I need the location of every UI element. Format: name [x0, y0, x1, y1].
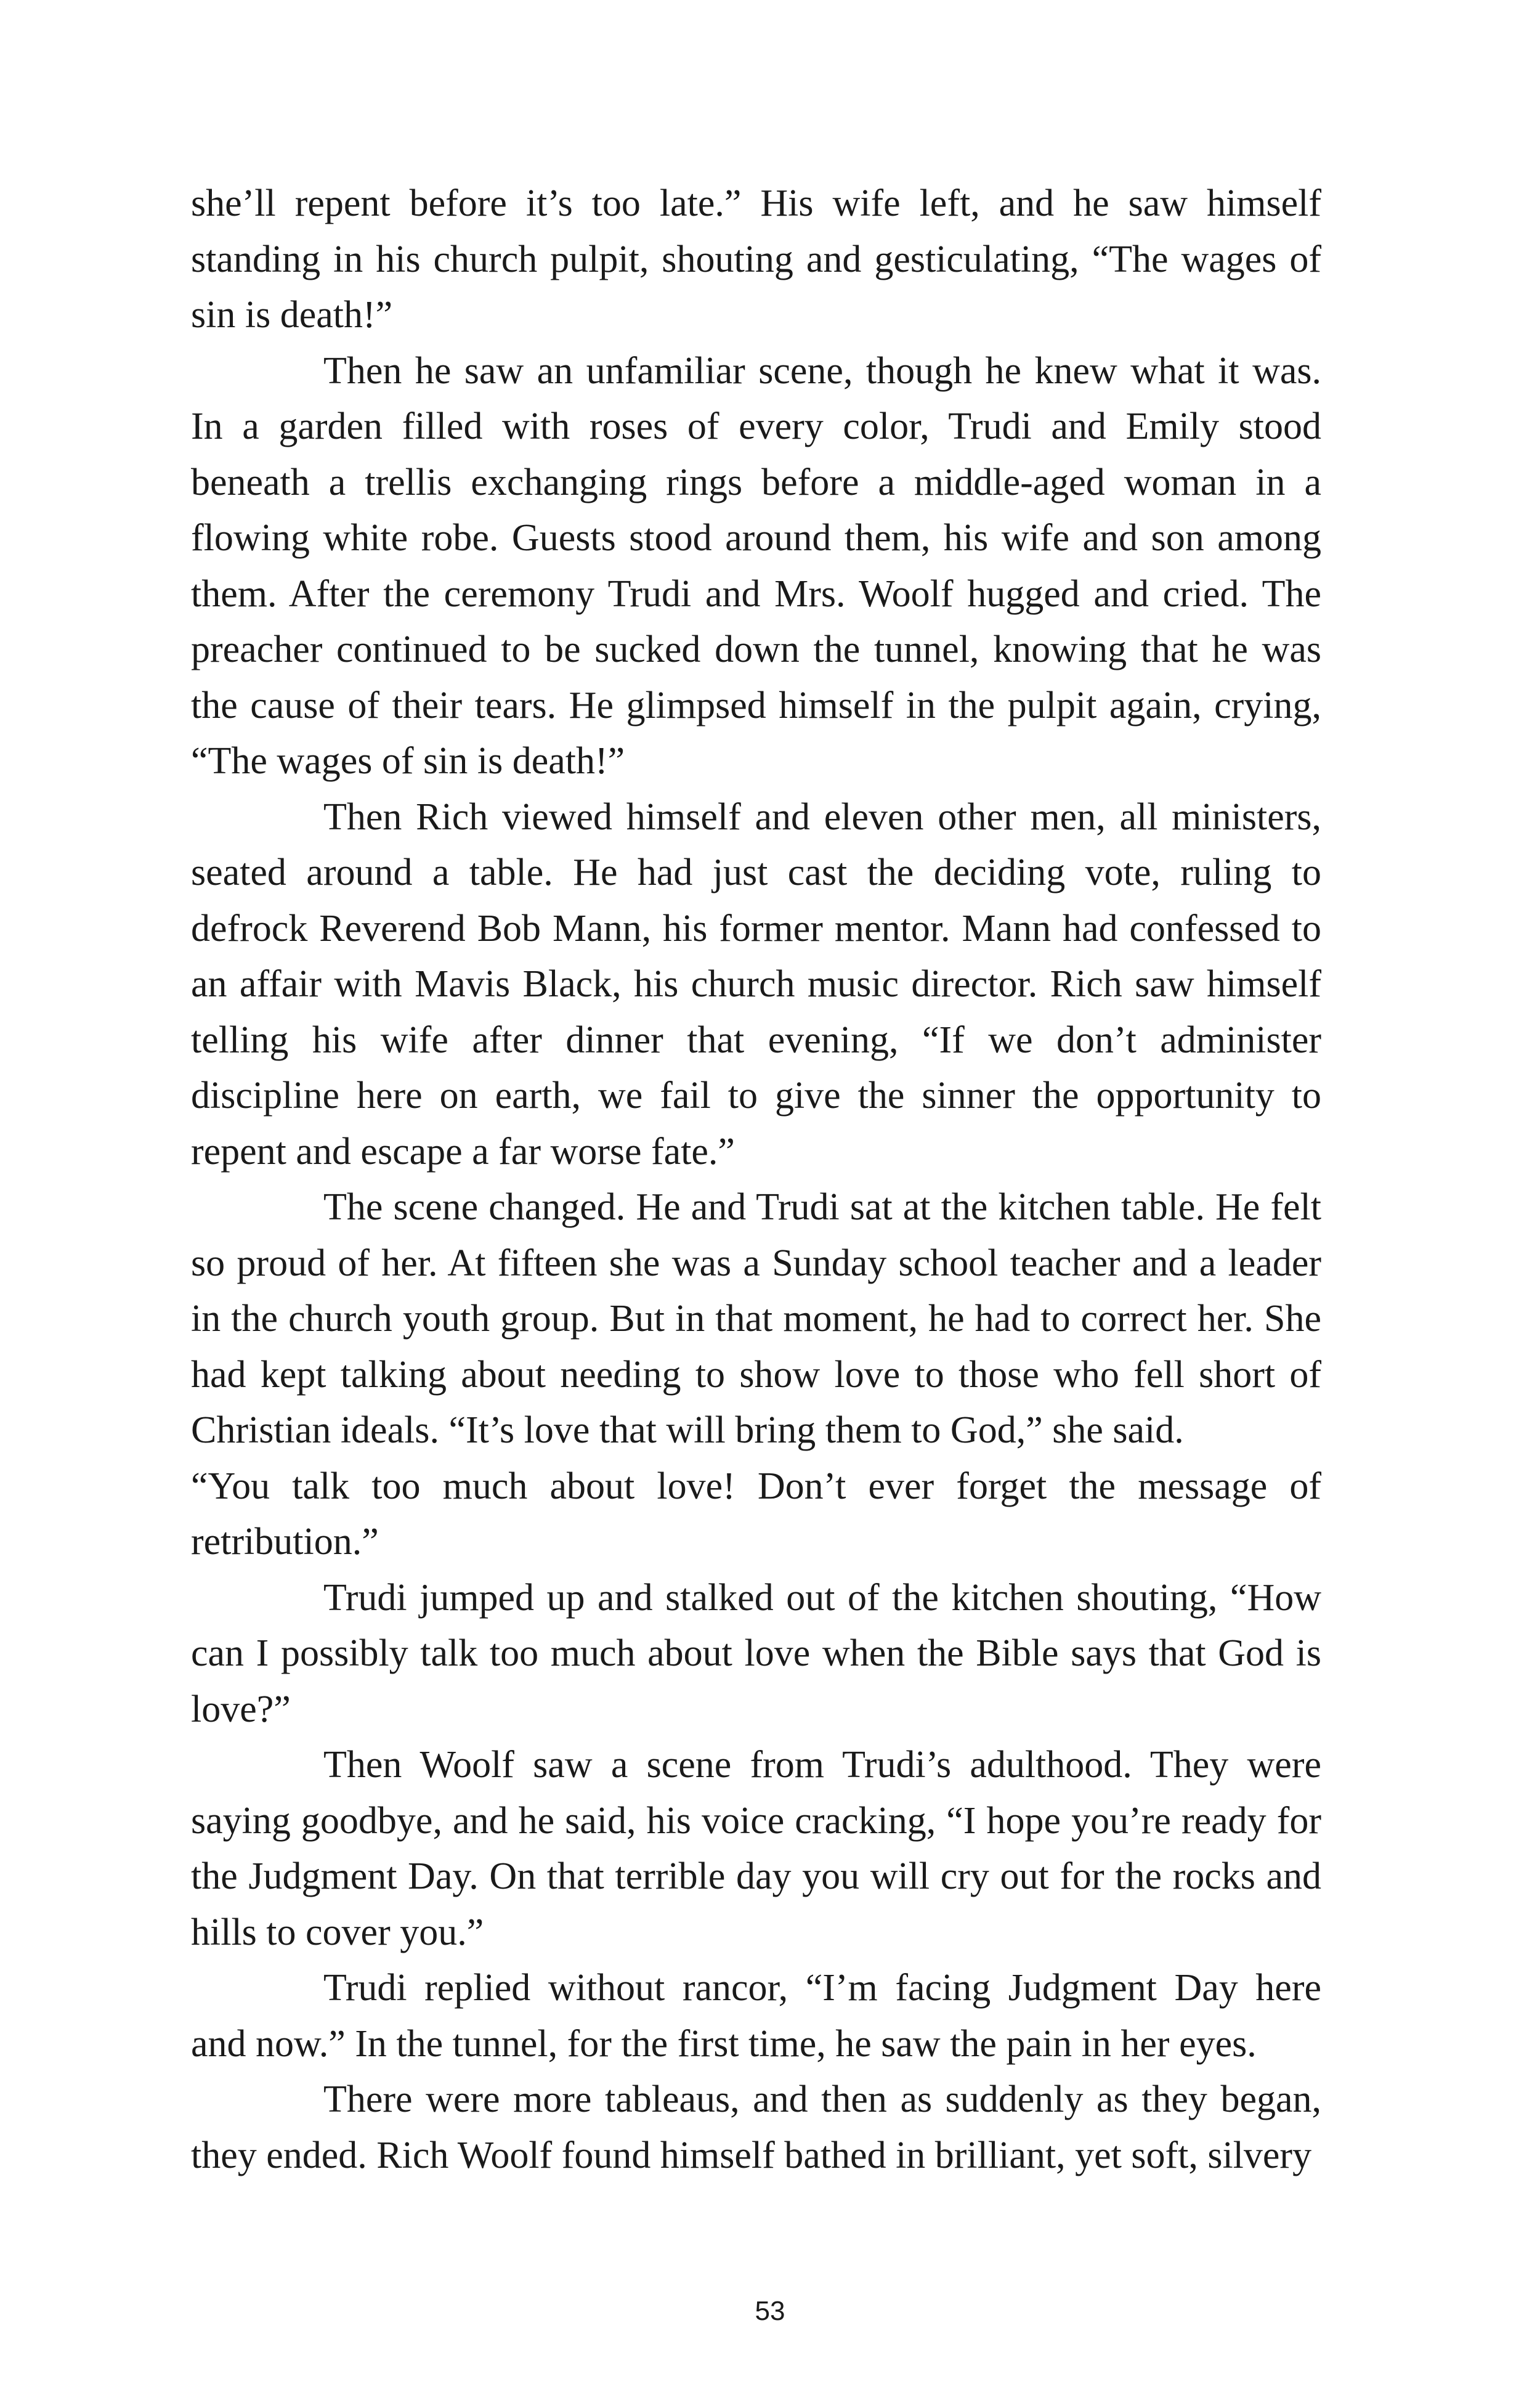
paragraph-7: Then Woolf saw a scene from Trudi’s adulthood. They were saying goodbye, and he said, his voice cracking, “I hope you’re ready for the Judgment Day. On that terrible day you will cry out for the rocks and hills to cover you.”	[191, 1744, 1321, 1953]
body-text	[191, 176, 1321, 2183]
paragraph-4: The scene changed. He and Trudi sat at the kitchen table. He felt so proud of her. At fifteen she was a Sunday school teacher and a leader in the church youth group. But in that moment, he had to correct her. She had kept talking about needing to show love to those who fell short of Christian ideals. “It’s love that will bring them to God,” she said.	[191, 1186, 1321, 1451]
paragraph-3: Then Rich viewed himself and eleven other men, all ministers, seated around a table. He had just cast the deciding vote, ruling to defrock Reverend Bob Mann, his former mentor. Mann had confessed to an affair with Mavis Black, his church music director. Rich saw himself telling his wife after dinner that evening, “If we don’t administer discipline here on earth, we fail to give the sinner the opportunity to repent and escape a far worse fate.”	[191, 796, 1321, 1173]
paragraph-2: Then he saw an unfamiliar scene, though he knew what it was. In a garden filled with roses of every color, Trudi and Emily stood beneath a trellis exchanging rings before a middle-aged woman in a flowing white robe. Guests stood around them, his wife and son among them. After the ceremony Trudi and Mrs. Woolf hugged and cried. The preacher continued to be sucked down the tunnel, knowing that he was the cause of their tears. He glimpsed himself in the pulpit again, crying, “The wages of sin is death!”	[191, 349, 1321, 782]
paragraph-1: she’ll repent before it’s too late.” His wife left, and he saw himself standing in his church pulpit, shouting and gesticulating, “The wages of sin is death!”	[191, 182, 1321, 336]
paragraph-6: Trudi jumped up and stalked out of the kitchen shouting, “How can I possibly talk too much about love when the Bible says that God is love?”	[191, 1576, 1321, 1730]
paragraph-8: Trudi replied without rancor, “I’m facing Judgment Day here and now.” In the tunnel, for the first time, he saw the pain in her eyes.	[191, 1967, 1321, 2065]
paragraph-9: There were more tableaus, and then as suddenly as they began, they ended. Rich Woolf found himself bathed in brilliant, yet soft, silvery	[191, 2078, 1321, 2176]
paragraph-5: “You talk too much about love! Don’t ever forget the message of retribution.”	[191, 1465, 1321, 1563]
page-number: 53	[755, 2296, 785, 2326]
